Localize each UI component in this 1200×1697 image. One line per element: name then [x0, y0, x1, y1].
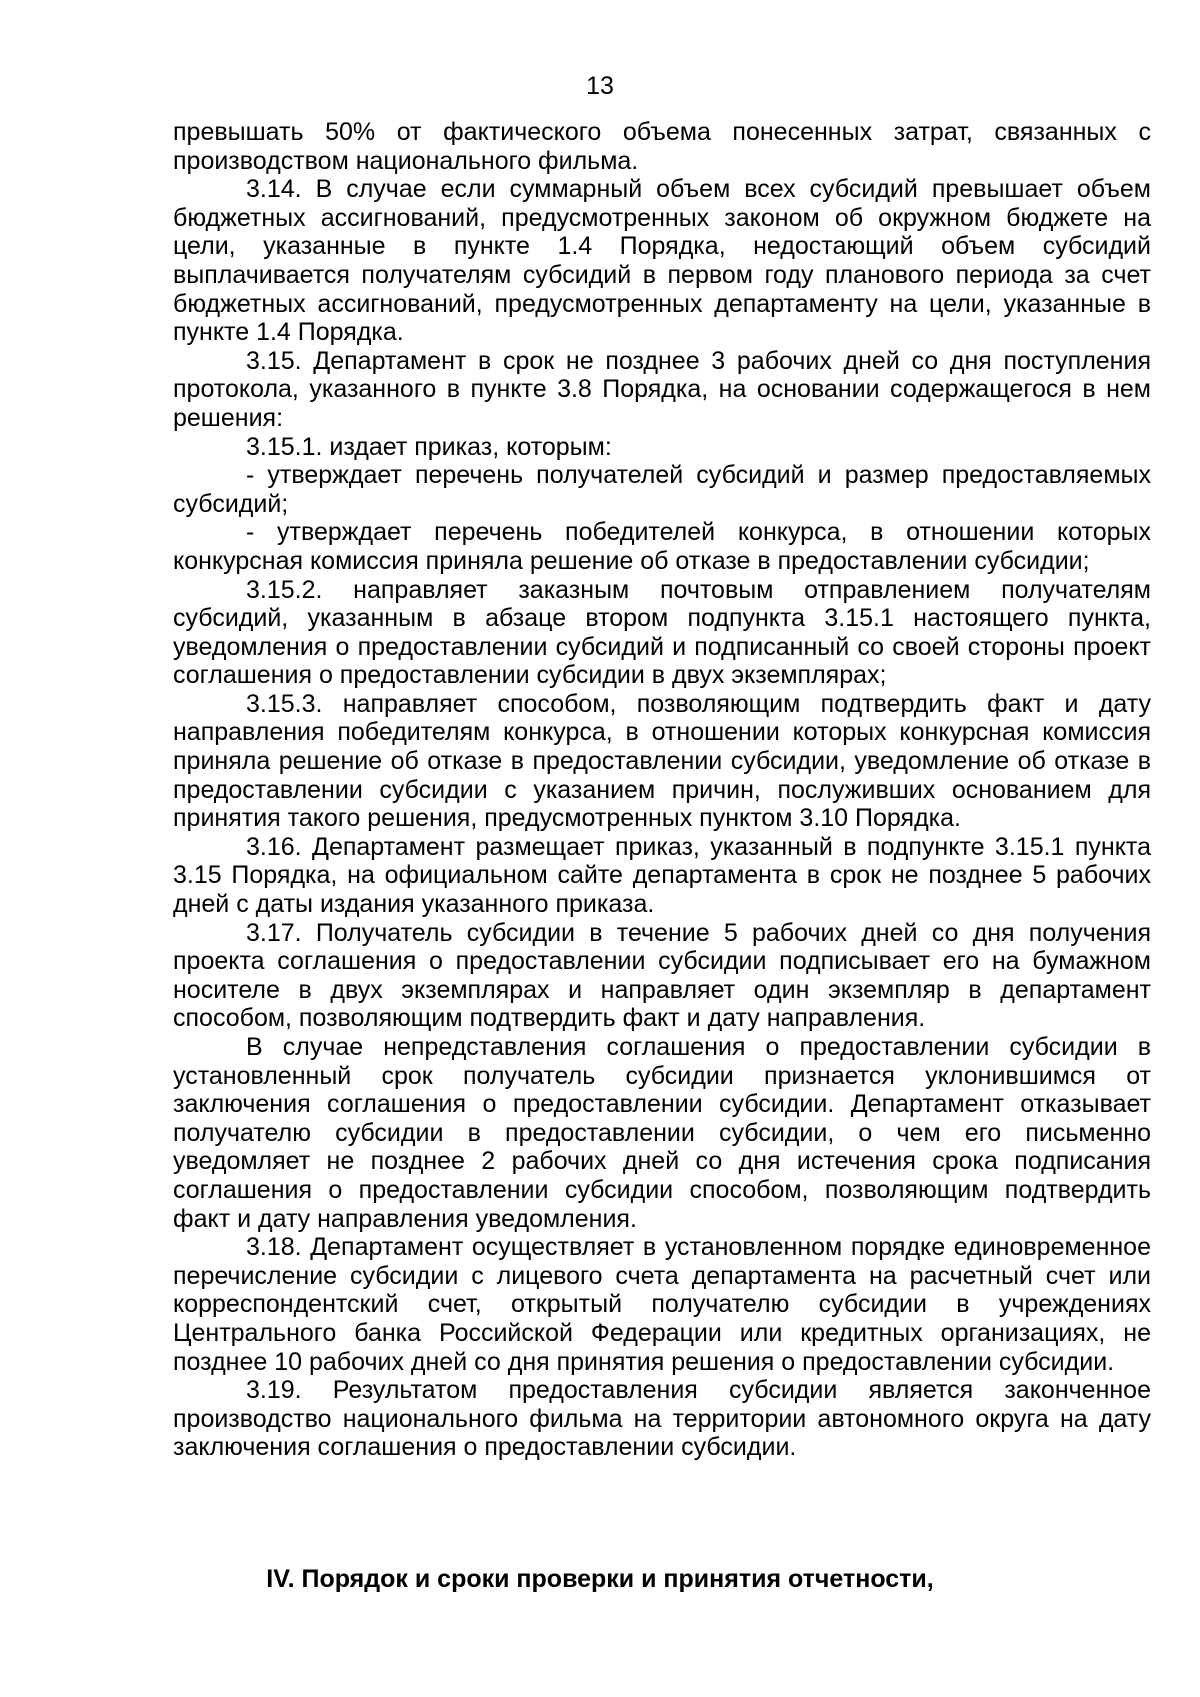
section-heading: IV. Порядок и сроки проверки и принятия отчетности,	[266, 1565, 934, 1593]
paragraph: 3.15.1. издает приказ, которым:	[246, 432, 612, 461]
paragraph: 3.17. Получатель субсидии в течение 5 рабочих дней со дня получения проекта соглашения о предоставлении субсидии подписывает его на бумажном носителе в двух экземплярах и направляет один экземпляр в департамент способом, позволяющим подтвердить факт и дату направления.	[173, 918, 1151, 1033]
page-number: 13	[586, 72, 614, 100]
paragraph: 3.19. Результатом предоставления субсидии является законченное производство национального фильма на территории автономного округа на дату заключения соглашения о предоставлении субсидии.	[173, 1376, 1151, 1462]
paragraph: 3.16. Департамент размещает приказ, указанный в подпункте 3.15.1 пункта 3.15 Порядка, на официальном сайте департамента в срок не позднее 5 рабочих дней с даты издания указанного приказа.	[173, 832, 1151, 919]
paragraph: - утверждает перечень получателей субсидий и размер предоставляемых субсидий;	[173, 461, 1151, 518]
paragraph: В случае непредставления соглашения о предоставлении субсидии в установленный срок получатель субсидии признается уклонившимся от заключения соглашения о предоставлении субсидии. Департамент отказывает получателю субсидии в предоставлении субсидии, о чем его письменно уведомляет не позднее 2 рабочих дней со дня истечения срока подписания соглашения о предоставлении субсидии способом, позволяющим подтвердить факт и дату направления уведомления.	[173, 1033, 1151, 1233]
document-body	[173, 118, 1151, 1462]
paragraph: 3.14. В случае если суммарный объем всех субсидий превышает объем бюджетных ассигнований, предусмотренных законом об окружном бюджете на цели, указанные в пункте 1.4 Порядка, недостающий объем субсидий выплачивается получателям субсидий в первом году планового периода за счет бюджетных ассигнований, предусмотренных департаменту на цели, указанные в пункте 1.4 Порядка.	[173, 175, 1151, 347]
paragraph: 3.18. Департамент осуществляет в установленном порядке единовременное перечисление субсидии с лицевого счета департамента на расчетный счет или корреспондентский счет, открытый получателю субсидии в учреждениях Центрального банка Российской Федерации или кредитных организациях, не позднее 10 рабочих дней со дня принятия решения о предоставлении субсидии.	[173, 1233, 1151, 1376]
paragraph: 3.15. Департамент в срок не позднее 3 рабочих дней со дня поступления протокола, указанного в пункте 3.8 Порядка, на основании содержащегося в нем решения:	[173, 346, 1151, 432]
paragraph: 3.15.2. направляет заказным почтовым отправлением получателям субсидий, указанным в абзаце втором подпункта 3.15.1 настоящего пункта, уведомления о предоставлении субсидий и подписанный со своей стороны проект соглашения о предоставлении субсидии в двух экземплярах;	[173, 575, 1151, 690]
paragraph: - утверждает перечень победителей конкурса, в отношении которых конкурсная комиссия приняла решение об отказе в предоставлении субсидии;	[173, 518, 1151, 575]
paragraph: превышать 50% от фактического объема понесенных затрат, связанных с производством национального фильма.	[173, 118, 1151, 175]
paragraph: 3.15.3. направляет способом, позволяющим подтвердить факт и дату направления победителям конкурса, в отношении которых конкурсная комиссия приняла решение об отказе в предоставлении субсидии, уведомление об отказе в предоставлении субсидии с указанием причин, послуживших основанием для принятия такого решения, предусмотренных пунктом 3.10 Порядка.	[173, 689, 1151, 833]
